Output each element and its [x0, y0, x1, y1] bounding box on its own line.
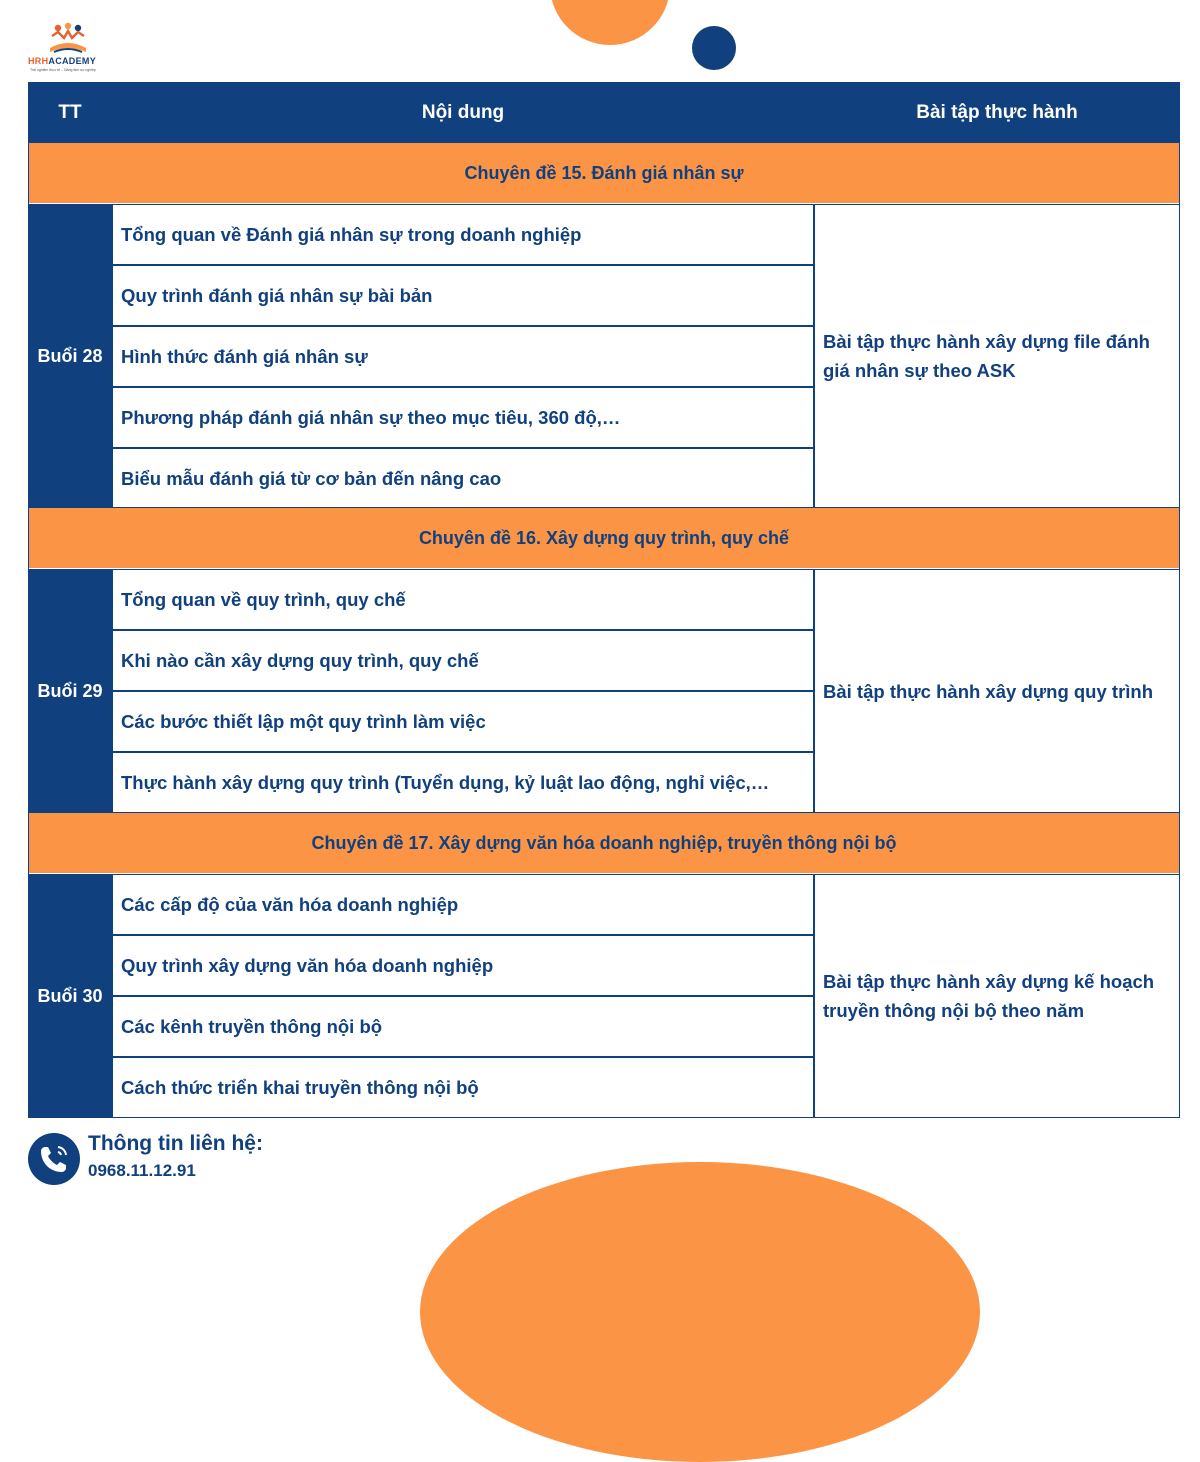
topic-row: Tổng quan về quy trình, quy chế	[112, 569, 814, 630]
contact-phone[interactable]: 0968.11.12.91	[88, 1161, 196, 1180]
practice-cell	[814, 204, 1180, 508]
header-tt: TT	[58, 102, 82, 123]
section-title: Chuyên đề 17. Xây dựng văn hóa doanh nghiệp, truyền thông nội bộ	[28, 813, 1180, 873]
section-title: Chuyên đề 16. Xây dựng quy trình, quy chế	[28, 508, 1180, 568]
decorative-circle-bottom	[420, 1162, 980, 1462]
decorative-circle-top	[550, 0, 670, 45]
header-content: Nội dung	[421, 102, 505, 123]
topic-row: Quy trình đánh giá nhân sự bài bản	[112, 265, 814, 326]
session-label: Buổi 30	[28, 874, 112, 1118]
session-label: Buổi 28	[28, 204, 112, 508]
topic-row: Cách thức triển khai truyền thông nội bộ	[112, 1057, 814, 1118]
curriculum-table	[28, 82, 1180, 1118]
topic-row: Quy trình xây dựng văn hóa doanh nghiệp	[112, 935, 814, 996]
topic-row: Khi nào cần xây dựng quy trình, quy chế	[112, 630, 814, 691]
contact-title: Thông tin liên hệ:	[88, 1132, 263, 1155]
header-practice: Bài tập thực hành	[916, 102, 1078, 123]
brand-logo	[28, 22, 118, 74]
practice-text: Bài tập thực hành xây dựng file đánh giá nhân sự theo ASK	[823, 331, 1150, 381]
logo-text-hrh: HRH	[28, 56, 49, 66]
topic-row: Biểu mẫu đánh giá từ cơ bản đến nâng cao	[112, 448, 814, 508]
session-label: Buổi 29	[28, 569, 112, 813]
topic-row: Tổng quan về Đánh giá nhân sự trong doanh nghiệp	[112, 204, 814, 265]
logo-tagline: Trải nghiệm thực tế – Nâng tầm sự nghiệp	[30, 68, 96, 72]
topic-row: Các cấp độ của văn hóa doanh nghiệp	[112, 874, 814, 935]
phone-icon	[28, 1133, 80, 1185]
topic-row: Thực hành xây dựng quy trình (Tuyển dụng, kỷ luật lao động, nghỉ việc,…	[112, 752, 814, 813]
section-title: Chuyên đề 15. Đánh giá nhân sự	[28, 143, 1180, 203]
practice-text: Bài tập thực hành xây dựng quy trình	[823, 680, 1154, 702]
logo-text-academy: ACADEMY	[48, 56, 97, 66]
practice-cell	[814, 874, 1180, 1118]
topic-row: Phương pháp đánh giá nhân sự theo mục tiêu, 360 độ,…	[112, 387, 814, 448]
practice-text: Bài tập thực hành xây dựng kế hoạch truyền thông nội bộ theo năm	[823, 971, 1155, 1021]
topic-row: Hình thức đánh giá nhân sự	[112, 326, 814, 387]
table-header	[28, 82, 1180, 143]
topic-row: Các bước thiết lập một quy trình làm việc	[112, 691, 814, 752]
decorative-dot	[692, 26, 736, 70]
practice-cell	[814, 569, 1180, 813]
logo-figures-icon	[46, 22, 90, 56]
topic-row: Các kênh truyền thông nội bộ	[112, 996, 814, 1057]
